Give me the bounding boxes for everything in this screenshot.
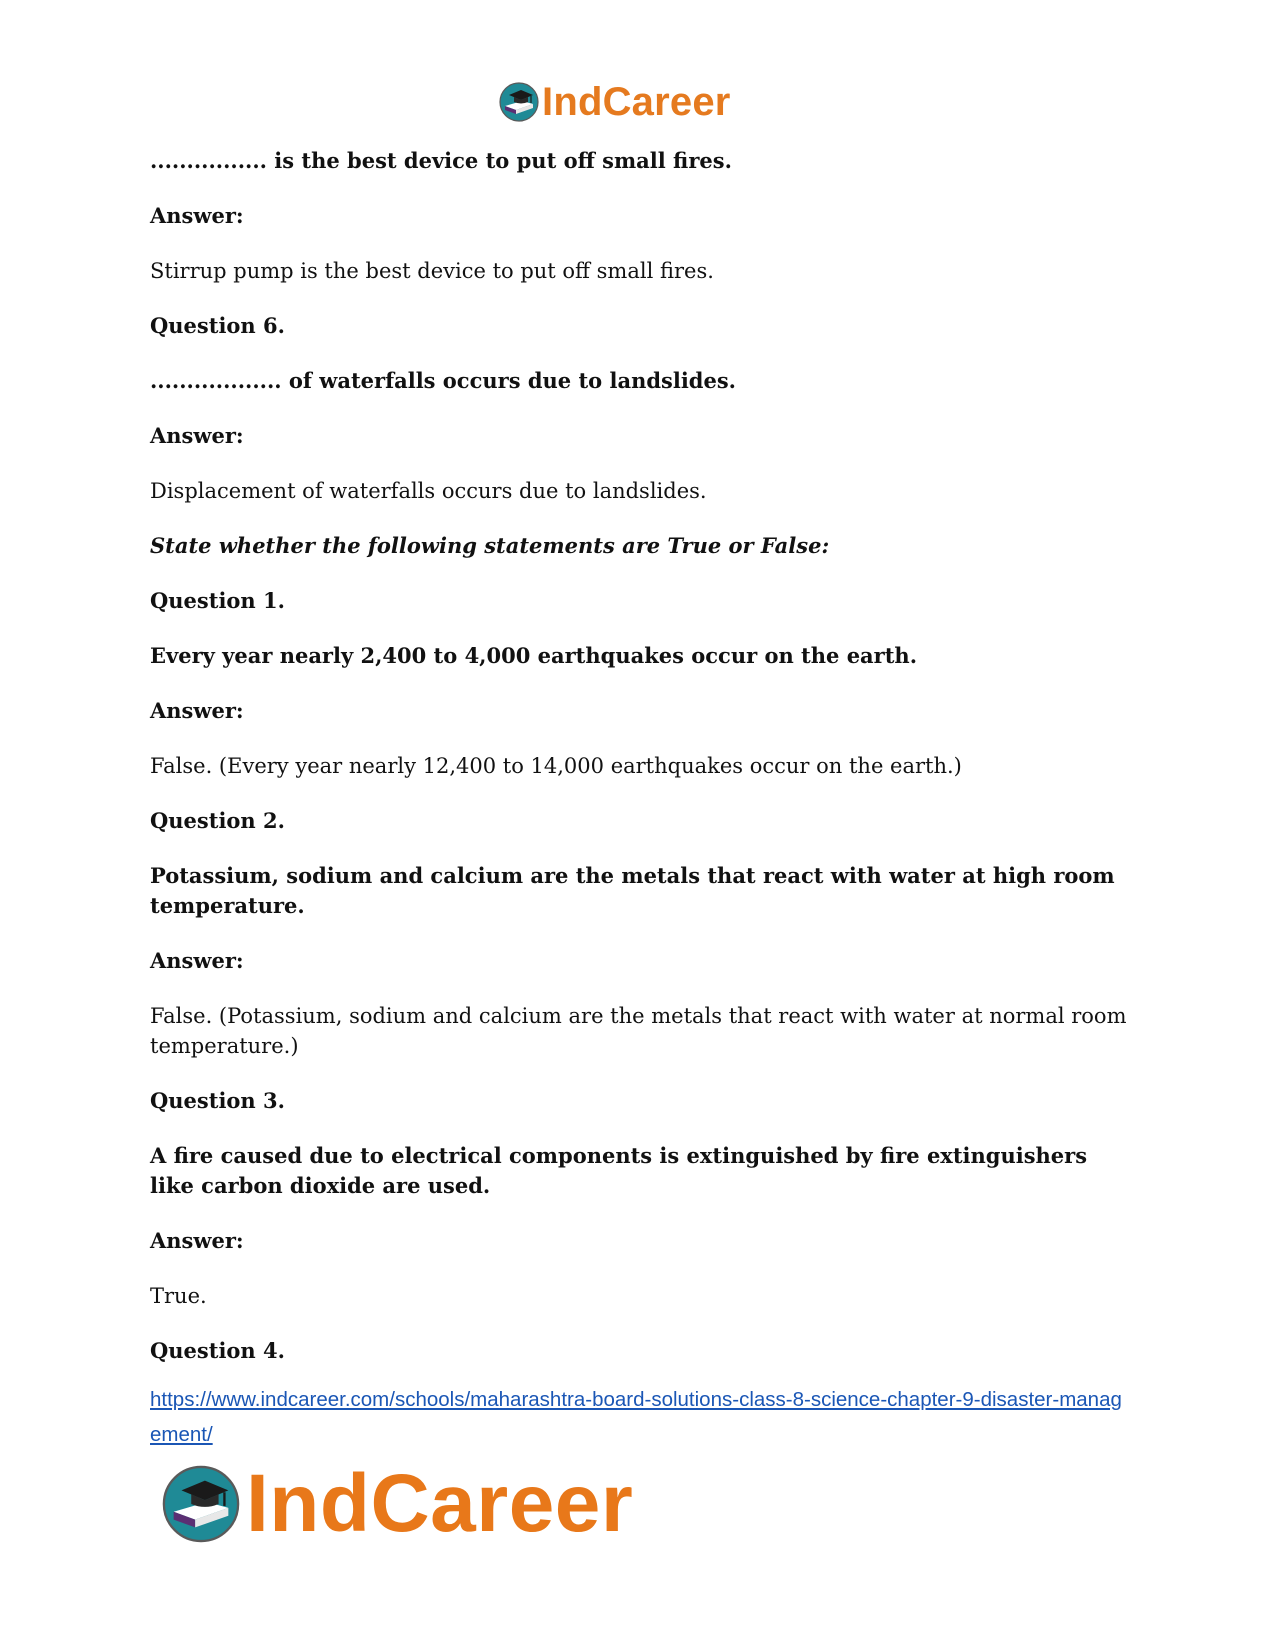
answer-text: False. (Every year nearly 12,400 to 14,000 earthquakes occur on the earth.) [150,754,962,778]
document-body [150,146,1130,1391]
answer-label: Answer: [150,203,244,228]
question-heading: Question 1. [150,588,285,613]
source-link-block [150,1382,1130,1452]
answer-text: Displacement of waterfalls occurs due to landslides. [150,479,707,503]
question-prompt: Every year nearly 2,400 to 4,000 earthquakes occur on the earth. [150,643,918,668]
section-heading: State whether the following statements are True or False: [150,533,830,558]
answer-label: Answer: [150,948,244,973]
logo-wordmark: IndCareer [542,80,731,124]
answer-label: Answer: [150,698,244,723]
answer-label: Answer: [150,423,244,448]
answer-text: True. [150,1284,207,1308]
question-prompt: Potassium, sodium and calcium are the metals that react with water at high room temperature. [150,863,1115,918]
question-heading: Question 2. [150,808,285,833]
logo-wordmark: IndCareer [246,1458,634,1549]
question-heading: Question 4. [150,1338,285,1363]
graduation-cap-book-icon [498,81,540,123]
question-5-prompt: ................ is the best device to put off small fires. [150,148,732,173]
answer-text: False. (Potassium, sodium and calcium are the metals that react with water at normal room temperature.) [150,1004,1127,1058]
source-link[interactable]: https://www.indcareer.com/schools/maharashtra-board-solutions-class-8-science-chapter-9-disaster-management/ [150,1388,1122,1446]
header-logo [498,80,731,124]
question-6-prompt: .................. of waterfalls occurs due to landslides. [150,368,736,393]
question-heading: Question 3. [150,1088,285,1113]
footer-logo [160,1458,634,1549]
answer-text: Stirrup pump is the best device to put off small fires. [150,259,714,283]
graduation-cap-book-icon [160,1463,242,1545]
question-prompt: A fire caused due to electrical components is extinguished by fire extinguishers like carbon dioxide are used. [150,1143,1088,1198]
question-heading: Question 6. [150,313,285,338]
answer-label: Answer: [150,1228,244,1253]
